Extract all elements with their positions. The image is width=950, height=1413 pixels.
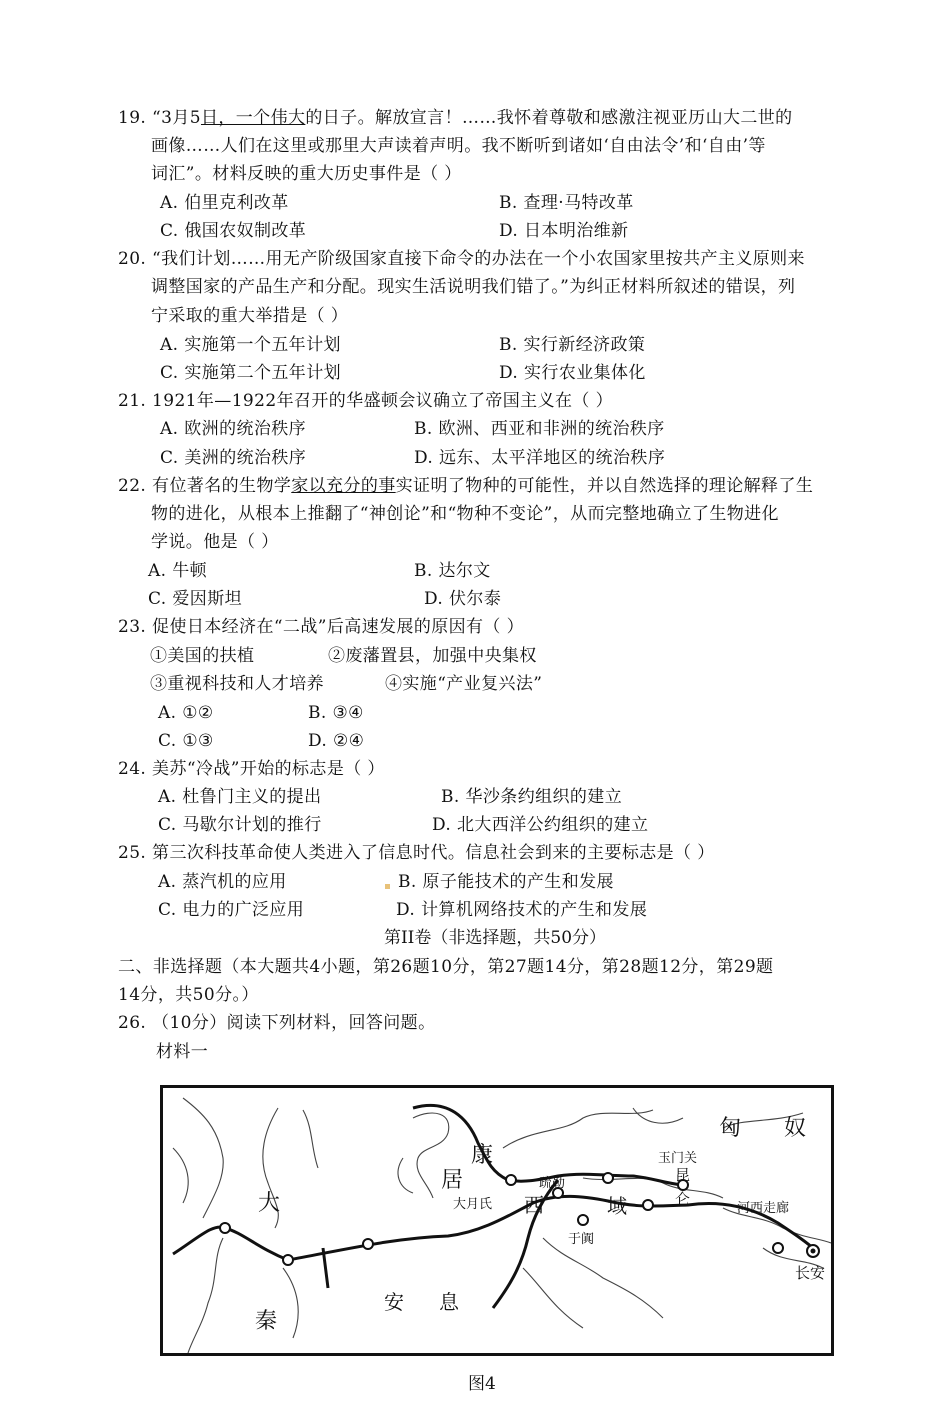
q20-option-b: B. 实行新经济政策 [499, 335, 646, 355]
q21-option-c: C. 美洲的统治秩序 [160, 448, 307, 468]
q20-line3: 宁采取的重大举措是（ ） [151, 306, 349, 326]
silk-road-map [160, 1085, 834, 1356]
map-label-yu: 域 [607, 1194, 627, 1218]
q23-option-c: C. ①③ [158, 731, 214, 751]
map-label-kunlun-1: 昆 [675, 1166, 691, 1184]
q25-option-c: C. 电力的广泛应用 [158, 900, 305, 920]
map-label-shule: 疏勒 [539, 1176, 566, 1191]
q24-option-a: A. 杜鲁门主义的提出 [158, 787, 322, 807]
q22-line1: 22. 有位著名的生物学家以充分的事实证明了物种的可能性，并以自然选择的理论解释了生 [118, 476, 814, 496]
map-label-xiongnu-1: 匈 [719, 1116, 742, 1141]
q22-option-b: B. 达尔文 [414, 561, 491, 581]
q23-option-b: B. ③④ [308, 703, 364, 723]
q23-statement-3: ③重视科技和人才培养 [150, 674, 324, 694]
map-label-dayuezhi: 大月氏 [453, 1197, 493, 1212]
q20-line1: 20. “我们计划……用无产阶级国家直接下命令的办法在一个小农国家里按共产主义原则来 [118, 249, 805, 269]
q23-statement-4: ④实施“产业复兴法” [385, 674, 543, 694]
q23-option-a: A. ①② [158, 703, 214, 723]
part2-heading-line2: 14分，共50分。） [118, 985, 259, 1005]
changan-marker [811, 1249, 816, 1254]
q20-line2: 调整国家的产品生产和分配。现实生活说明我们错了。”为纠正材料所叙述的错误，列 [151, 277, 796, 297]
q19-line1: 19. “3月5日，一个伟大的日子。解放宣言！……我怀着尊敬和感激注视亚历山大二世的 [118, 108, 793, 128]
q26-line1: 26. （10分）阅读下列材料，回答问题。 [118, 1013, 436, 1033]
map-label-xiongnu-2: 奴 [784, 1116, 807, 1141]
q21-option-b: B. 欧洲、西亚和非洲的统治秩序 [414, 419, 665, 439]
q24-option-b: B. 华沙条约组织的建立 [441, 787, 623, 807]
q22-line3: 学说。他是（ ） [151, 532, 279, 552]
q19-line3: 词汇”。材料反映的重大历史事件是（ ） [151, 164, 462, 184]
q19-option-c: C. 俄国农奴制改革 [160, 221, 307, 241]
q19-line2: 画像……人们在这里或那里大声读着声明。我不断听到诸如‘自由法令’和‘自由’等 [151, 136, 766, 156]
q21-line1: 21. 1921年—1922年召开的华盛顿会议确立了帝国主义在（ ） [118, 391, 613, 411]
q22-option-a: A. 牛顿 [148, 561, 208, 581]
map-label-xi2: 息 [439, 1290, 459, 1314]
q20-option-a: A. 实施第一个五年计划 [160, 335, 341, 355]
q19-option-d: D. 日本明治维新 [499, 221, 629, 241]
q23-statement-2: ②废藩置县，加强中央集权 [328, 646, 537, 666]
part2-title: 第II卷（非选择题，共50分） [383, 928, 607, 948]
q21-option-a: A. 欧洲的统治秩序 [160, 419, 307, 439]
map-label-ju: 居 [441, 1168, 464, 1193]
q25-option-b: B. 原子能技术的产生和发展 [398, 872, 614, 892]
q23-line1: 23. 促使日本经济在“二战”后高速发展的原因有（ ） [118, 617, 525, 637]
q21-option-d: D. 远东、太平洋地区的统治秩序 [414, 448, 666, 468]
map-label-kunlun-2: 仑 [675, 1190, 691, 1208]
q23-statement-1: ①美国的扶植 [150, 646, 255, 666]
stray-mark [385, 884, 390, 889]
map-label-da: 大 [258, 1191, 281, 1216]
q24-option-c: C. 马歇尔计划的推行 [158, 815, 322, 835]
q23-option-d: D. ②④ [308, 731, 365, 751]
map-label-changan: 长安 [795, 1264, 826, 1282]
q26-material-label: 材料一 [156, 1042, 209, 1062]
map-label-yutian: 于阗 [568, 1232, 595, 1247]
q19-option-a: A. 伯里克利改革 [160, 193, 289, 213]
q22-option-d: D. 伏尔泰 [424, 589, 502, 609]
map-label-xi: 西 [524, 1193, 544, 1217]
figure-caption: 图4 [468, 1374, 496, 1394]
q25-line1: 25. 第三次科技革命使人类进入了信息时代。信息社会到来的主要标志是（ ） [118, 843, 715, 863]
q25-option-a: A. 蒸汽机的应用 [158, 872, 287, 892]
q22-option-c: C. 爱因斯坦 [148, 589, 243, 609]
q22-line2: 物的进化，从根本上推翻了“神创论”和“物种不变论”，从而完整地确立了生物进化 [151, 504, 779, 524]
q24-line1: 24. 美苏“冷战”开始的标志是（ ） [118, 759, 385, 779]
q19-option-b: B. 查理·马特改革 [499, 193, 634, 213]
map-label-kang: 康 [471, 1143, 494, 1168]
map-label-an: 安 [384, 1290, 404, 1314]
part2-heading-line1: 二、非选择题（本大题共4小题，第26题10分，第27题14分，第28题12分，第29题 [118, 957, 774, 977]
q25-option-d: D. 计算机网络技术的产生和发展 [396, 900, 648, 920]
map-label-qin: 秦 [255, 1309, 278, 1334]
q20-option-c: C. 实施第二个五年计划 [160, 363, 342, 383]
q20-option-d: D. 实行农业集体化 [499, 363, 646, 383]
map-label-hexi-corridor: 河西走廊 [737, 1201, 790, 1216]
map-drawing [163, 1088, 831, 1353]
q24-option-d: D. 北大西洋公约组织的建立 [432, 815, 649, 835]
map-label-yumenguan: 玉门关 [658, 1151, 698, 1166]
